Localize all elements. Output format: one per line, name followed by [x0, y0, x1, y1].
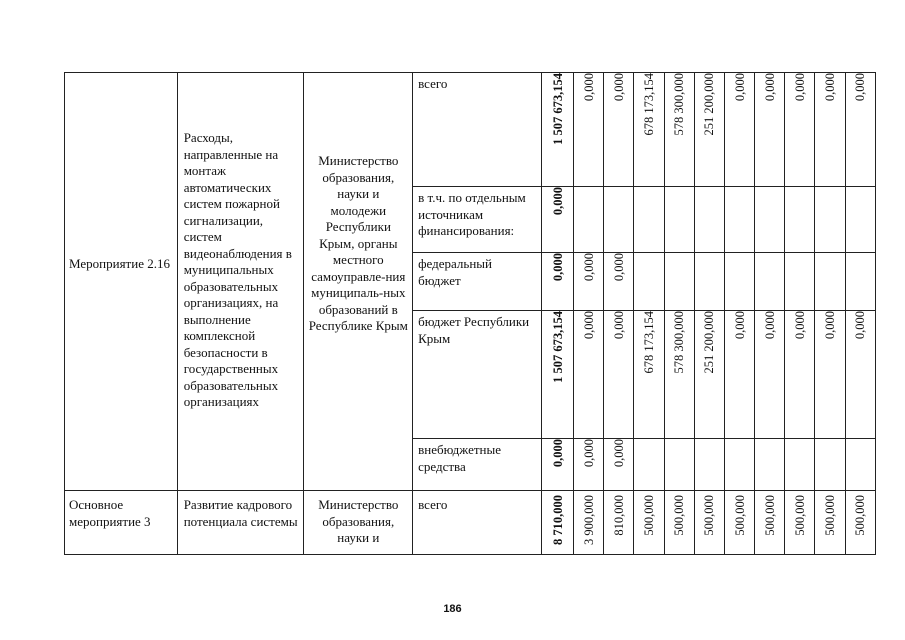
year-value-cell — [574, 253, 604, 311]
year-value-cell — [845, 439, 875, 491]
funding-source-label: внебюджетные средства — [418, 442, 501, 474]
year-value-cell — [664, 491, 694, 555]
executor-cell-text: Министерство образования, науки и — [318, 497, 399, 545]
table-row — [65, 491, 876, 555]
year-value: 500,000 — [762, 495, 777, 536]
year-value-cell — [815, 253, 845, 311]
year-value-cell — [815, 311, 845, 439]
year-value: 3 900,000 — [581, 495, 596, 545]
event-cell-text: Мероприятие 2.16 — [69, 256, 170, 271]
total-value: 8 710,000 — [550, 495, 565, 545]
funding-source-label: в т.ч. по отдельным источникам финансирования: — [418, 190, 526, 238]
page-number: 186 — [443, 603, 462, 615]
year-value-cell — [755, 187, 785, 253]
year-value: 500,000 — [853, 495, 868, 536]
year-value-cell — [634, 253, 664, 311]
year-value-cell — [634, 187, 664, 253]
year-value-cell — [664, 187, 694, 253]
year-value-cell — [815, 187, 845, 253]
year-value-cell — [815, 73, 845, 187]
year-value-cell — [724, 73, 754, 187]
total-cell — [541, 491, 573, 555]
year-value-cell — [634, 491, 664, 555]
funding-source-label: всего — [418, 497, 448, 512]
event-cell-text: Основное мероприятие 3 — [69, 497, 151, 529]
year-value-cell — [604, 187, 634, 253]
funding-source-cell — [413, 491, 542, 555]
year-value: 0,000 — [853, 311, 868, 340]
year-value: 251 200,000 — [702, 311, 717, 374]
year-value-cell — [724, 311, 754, 439]
total-value: 0,000 — [550, 187, 565, 216]
year-value-cell — [785, 439, 815, 491]
year-value-cell — [755, 311, 785, 439]
total-cell — [541, 439, 573, 491]
year-value-cell — [724, 491, 754, 555]
year-value: 251 200,000 — [702, 73, 717, 136]
funding-source-cell — [413, 311, 542, 439]
year-value: 0,000 — [732, 73, 747, 102]
year-value: 0,000 — [581, 73, 596, 102]
year-value-cell — [694, 187, 724, 253]
year-value-cell — [634, 439, 664, 491]
year-value-cell — [845, 253, 875, 311]
year-value-cell — [785, 73, 815, 187]
event-cell — [65, 491, 178, 555]
year-value-cell — [694, 253, 724, 311]
year-value-cell — [574, 187, 604, 253]
year-value-cell — [694, 73, 724, 187]
total-value: 0,000 — [550, 439, 565, 468]
year-value-cell — [815, 439, 845, 491]
total-value: 1 507 673,154 — [550, 73, 565, 145]
year-value-cell — [845, 491, 875, 555]
funding-source-label: всего — [418, 76, 448, 91]
funding-source-cell — [413, 73, 542, 187]
year-value: 0,000 — [792, 73, 807, 102]
year-value: 0,000 — [611, 311, 626, 340]
year-value: 500,000 — [672, 495, 687, 536]
year-value-cell — [755, 253, 785, 311]
total-value: 0,000 — [550, 253, 565, 282]
year-value: 0,000 — [611, 73, 626, 102]
year-value-cell — [574, 311, 604, 439]
year-value-cell — [724, 253, 754, 311]
year-value-cell — [634, 311, 664, 439]
year-value-cell — [604, 491, 634, 555]
year-value-cell — [604, 439, 634, 491]
total-cell — [541, 187, 573, 253]
executor-cell-text: Министерство образования, науки и молодежи Республики Крым, органы местного самоуправле-ния муниципаль-ных образований в Республике Крым — [308, 153, 408, 333]
year-value: 0,000 — [762, 73, 777, 102]
table-row — [65, 73, 876, 187]
year-value: 500,000 — [792, 495, 807, 536]
year-value: 0,000 — [581, 439, 596, 468]
year-value: 678 173,154 — [642, 73, 657, 136]
year-value-cell — [845, 311, 875, 439]
description-cell-text: Расходы, направленные на монтаж автоматических систем пожарной сигнализации, систем видеонаблюдения в муниципальных образовательных организациях, на выполнение комплексной безопасности в государственных образовательных организациях — [183, 130, 292, 409]
year-value-cell — [694, 439, 724, 491]
funding-source-cell — [413, 439, 542, 491]
year-value: 0,000 — [732, 311, 747, 340]
year-value: 500,000 — [823, 495, 838, 536]
year-value: 678 173,154 — [642, 311, 657, 374]
year-value-cell — [694, 311, 724, 439]
event-cell — [65, 73, 178, 491]
year-value: 578 300,000 — [672, 73, 687, 136]
year-value-cell — [574, 73, 604, 187]
year-value-cell — [634, 73, 664, 187]
year-value: 500,000 — [642, 495, 657, 536]
year-value-cell — [664, 311, 694, 439]
total-value: 1 507 673,154 — [550, 311, 565, 383]
year-value-cell — [664, 253, 694, 311]
year-value-cell — [724, 187, 754, 253]
year-value-cell — [845, 73, 875, 187]
year-value: 0,000 — [762, 311, 777, 340]
year-value-cell — [755, 439, 785, 491]
year-value-cell — [694, 491, 724, 555]
year-value: 500,000 — [732, 495, 747, 536]
executor-cell — [304, 73, 413, 491]
year-value-cell — [664, 73, 694, 187]
table-body — [65, 73, 876, 555]
year-value-cell — [845, 187, 875, 253]
total-cell — [541, 253, 573, 311]
total-cell — [541, 73, 573, 187]
year-value-cell — [785, 491, 815, 555]
year-value: 0,000 — [853, 73, 868, 102]
year-value: 0,000 — [823, 73, 838, 102]
year-value-cell — [604, 311, 634, 439]
year-value-cell — [755, 73, 785, 187]
budget-table — [64, 72, 876, 555]
year-value-cell — [574, 439, 604, 491]
year-value-cell — [755, 491, 785, 555]
funding-source-label: бюджет Республики Крым — [418, 314, 530, 346]
total-cell — [541, 311, 573, 439]
funding-source-label: федеральный бюджет — [418, 256, 492, 288]
year-value: 0,000 — [823, 311, 838, 340]
year-value-cell — [785, 253, 815, 311]
year-value: 0,000 — [581, 311, 596, 340]
year-value: 0,000 — [611, 253, 626, 282]
funding-source-cell — [413, 187, 542, 253]
description-cell — [177, 491, 304, 555]
description-cell — [177, 73, 304, 491]
description-cell-text: Развитие кадрового потенциала системы — [183, 497, 298, 529]
year-value-cell — [604, 253, 634, 311]
executor-cell — [304, 491, 413, 555]
year-value-cell — [815, 491, 845, 555]
year-value-cell — [574, 491, 604, 555]
year-value-cell — [664, 439, 694, 491]
year-value-cell — [604, 73, 634, 187]
year-value: 0,000 — [611, 439, 626, 468]
year-value: 0,000 — [792, 311, 807, 340]
year-value-cell — [785, 311, 815, 439]
year-value: 810,000 — [611, 495, 626, 536]
year-value: 578 300,000 — [672, 311, 687, 374]
year-value: 0,000 — [581, 253, 596, 282]
funding-source-cell — [413, 253, 542, 311]
year-value: 500,000 — [702, 495, 717, 536]
year-value-cell — [724, 439, 754, 491]
year-value-cell — [785, 187, 815, 253]
